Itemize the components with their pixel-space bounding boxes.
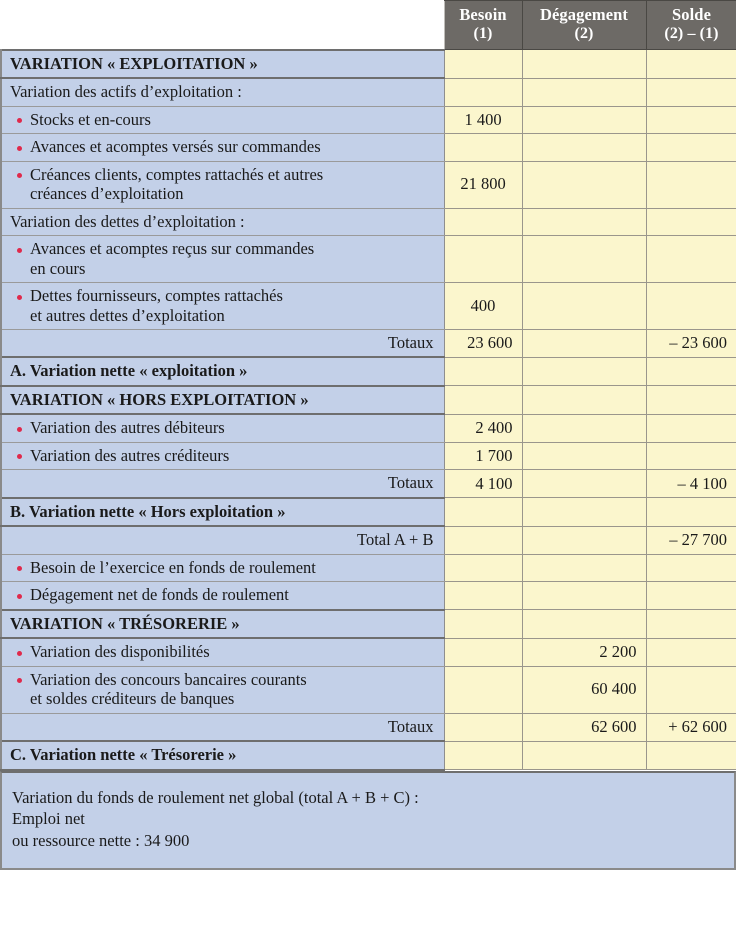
table-header <box>1 1 736 50</box>
bullet-dot-icon <box>17 594 22 599</box>
cell-solde <box>646 414 736 442</box>
row-label-text: Variation des autres créditeurs <box>30 445 230 465</box>
bullet-dot-icon <box>17 651 22 656</box>
cell-degagement <box>522 526 646 554</box>
bullet-dot-icon <box>17 118 22 123</box>
row-label-text: Variation des dettes d’exploitation : <box>10 211 245 231</box>
cell-besoin <box>444 134 522 161</box>
row-label-text: B. Variation nette « Hors exploitation » <box>10 501 286 521</box>
column-header-solde-sub: (2) – (1) <box>664 24 719 42</box>
footer-note <box>0 771 736 870</box>
row-label-text: Variation des concours bancaires courants <box>30 669 307 689</box>
bullet-line <box>10 670 436 689</box>
bullet-line <box>10 286 436 305</box>
table-row <box>1 134 736 161</box>
column-header-solde <box>646 1 736 50</box>
bullet-line <box>10 558 436 577</box>
cell-degagement <box>522 134 646 161</box>
table-row <box>1 741 736 769</box>
cell-solde <box>646 106 736 133</box>
cell-besoin: 21 800 <box>444 161 522 208</box>
row-label-text: Totaux <box>387 473 434 493</box>
row-bullet-label <box>1 666 444 713</box>
cell-besoin <box>444 741 522 769</box>
cell-solde <box>646 498 736 526</box>
bullet-dot-icon <box>17 146 22 151</box>
row-label-text: Variation des disponibilités <box>30 642 210 662</box>
cell-solde: + 62 600 <box>646 713 736 741</box>
column-header-besoin-title: Besoin <box>459 5 507 24</box>
table-row <box>1 78 736 106</box>
bullet-dot-icon <box>17 248 22 253</box>
row-total-label <box>1 713 444 741</box>
cell-besoin <box>444 610 522 638</box>
cell-solde <box>646 386 736 414</box>
cell-degagement <box>522 283 646 330</box>
table-body <box>1 50 736 770</box>
table-row <box>1 236 736 283</box>
cell-degagement <box>522 50 646 78</box>
cell-besoin <box>444 554 522 581</box>
row-bullet-label <box>1 161 444 208</box>
cell-besoin: 1 400 <box>444 106 522 133</box>
row-bullet-label <box>1 106 444 133</box>
table-row <box>1 161 736 208</box>
cell-solde <box>646 638 736 666</box>
row-label-text: Besoin de l’exercice en fonds de roulement <box>30 557 316 577</box>
cell-degagement: 2 200 <box>522 638 646 666</box>
table-row <box>1 666 736 713</box>
table-row <box>1 106 736 133</box>
cell-besoin <box>444 713 522 741</box>
footer-note-line-1: Variation du fonds de roulement net global (total A + B + C) : <box>12 787 419 807</box>
row-label-text: Créances clients, comptes rattachés et autres <box>30 164 324 184</box>
column-header-solde-title: Solde <box>671 5 711 24</box>
cell-solde <box>646 50 736 78</box>
header-row <box>1 1 736 50</box>
cell-degagement <box>522 236 646 283</box>
row-label-continuation: en cours <box>30 258 86 278</box>
bullet-line <box>10 137 436 156</box>
row-section-label <box>1 50 444 78</box>
row-label-text: VARIATION « HORS EXPLOITATION » <box>10 389 309 409</box>
cell-besoin <box>444 582 522 610</box>
cell-degagement <box>522 498 646 526</box>
cell-degagement <box>522 414 646 442</box>
cell-solde <box>646 357 736 385</box>
cell-degagement <box>522 106 646 133</box>
table-row <box>1 470 736 498</box>
table-row <box>1 50 736 78</box>
bullet-dot-icon <box>17 427 22 432</box>
table-row <box>1 638 736 666</box>
header-corner-blank <box>1 1 444 50</box>
cell-degagement <box>522 582 646 610</box>
row-label-text: Variation des autres débiteurs <box>30 418 225 438</box>
column-header-degagement <box>522 1 646 50</box>
row-label-text: Dettes fournisseurs, comptes rattachés <box>30 286 283 306</box>
row-section-label <box>1 386 444 414</box>
table-row <box>1 582 736 610</box>
row-total-label <box>1 330 444 358</box>
cell-solde <box>646 610 736 638</box>
column-header-besoin-sub: (1) <box>473 24 493 42</box>
cell-solde <box>646 134 736 161</box>
row-bullet-label <box>1 236 444 283</box>
bullet-line <box>10 239 436 258</box>
row-label-text: Total A + B <box>357 530 434 550</box>
cell-solde <box>646 666 736 713</box>
table-row <box>1 386 736 414</box>
row-section-label <box>1 741 444 769</box>
table-row <box>1 498 736 526</box>
bullet-line <box>10 165 436 184</box>
cell-solde <box>646 442 736 469</box>
row-bullet-label <box>1 638 444 666</box>
bullet-line <box>10 110 436 129</box>
row-total-label <box>1 526 444 554</box>
cell-degagement <box>522 610 646 638</box>
row-section-label <box>1 357 444 385</box>
table-row <box>1 414 736 442</box>
cell-solde: – 23 600 <box>646 330 736 358</box>
table-row <box>1 713 736 741</box>
cell-besoin <box>444 208 522 235</box>
cell-besoin <box>444 78 522 106</box>
cell-besoin <box>444 50 522 78</box>
row-label-continuation: créances d’exploitation <box>30 184 184 204</box>
cell-besoin: 2 400 <box>444 414 522 442</box>
row-label-text: Totaux <box>387 333 434 353</box>
cell-solde <box>646 78 736 106</box>
row-label-text: C. Variation nette « Trésorerie » <box>10 745 237 765</box>
cell-degagement <box>522 161 646 208</box>
cell-solde: – 27 700 <box>646 526 736 554</box>
cell-besoin: 400 <box>444 283 522 330</box>
row-label-text: Totaux <box>387 716 434 736</box>
table-row <box>1 610 736 638</box>
row-total-label <box>1 470 444 498</box>
table-row <box>1 357 736 385</box>
bullet-line <box>10 642 436 661</box>
bullet-line <box>10 585 436 604</box>
cell-degagement: 60 400 <box>522 666 646 713</box>
cell-degagement <box>522 330 646 358</box>
cell-besoin <box>444 357 522 385</box>
bullet-line <box>10 418 436 437</box>
cell-solde <box>646 208 736 235</box>
cell-degagement: 62 600 <box>522 713 646 741</box>
column-header-besoin <box>444 1 522 50</box>
row-bullet-label <box>1 582 444 610</box>
row-section-label <box>1 610 444 638</box>
table-row <box>1 526 736 554</box>
cell-besoin <box>444 638 522 666</box>
cell-besoin <box>444 236 522 283</box>
row-label-text: Stocks et en-cours <box>30 109 151 129</box>
table-row <box>1 283 736 330</box>
cell-besoin <box>444 666 522 713</box>
row-label-text: A. Variation nette « exploitation » <box>10 361 248 381</box>
cell-degagement <box>522 208 646 235</box>
row-plain-label <box>1 208 444 235</box>
column-header-degagement-title: Dégagement <box>539 5 629 24</box>
row-label-text: Variation des actifs d’exploitation : <box>10 82 242 102</box>
table-row <box>1 330 736 358</box>
column-header-degagement-sub: (2) <box>574 24 594 42</box>
row-bullet-label <box>1 554 444 581</box>
row-bullet-label <box>1 442 444 469</box>
row-label-text: Dégagement net de fonds de roulement <box>30 585 289 605</box>
row-label-text: Avances et acomptes versés sur commandes <box>30 137 321 157</box>
table-row <box>1 442 736 469</box>
cell-besoin: 4 100 <box>444 470 522 498</box>
cell-degagement <box>522 386 646 414</box>
cell-besoin <box>444 526 522 554</box>
cell-solde: – 4 100 <box>646 470 736 498</box>
bullet-line <box>10 446 436 465</box>
cell-degagement <box>522 470 646 498</box>
cell-solde <box>646 582 736 610</box>
cell-solde <box>646 161 736 208</box>
table-row <box>1 208 736 235</box>
cell-degagement <box>522 357 646 385</box>
cell-besoin: 1 700 <box>444 442 522 469</box>
footer-note-line-2: Emploi net <box>12 809 85 829</box>
row-label-continuation: et autres dettes d’exploitation <box>30 305 225 325</box>
bullet-dot-icon <box>17 173 22 178</box>
row-label-text: VARIATION « EXPLOITATION » <box>10 53 258 73</box>
row-label-text: Avances et acomptes reçus sur commandes <box>30 239 315 259</box>
cell-solde <box>646 554 736 581</box>
cell-solde <box>646 236 736 283</box>
cell-degagement <box>522 741 646 769</box>
cell-besoin <box>444 498 522 526</box>
bullet-dot-icon <box>17 566 22 571</box>
footer-note-line-3: ou ressource nette : 34 900 <box>12 831 190 851</box>
bullet-dot-icon <box>17 295 22 300</box>
table-row <box>1 554 736 581</box>
cell-besoin: 23 600 <box>444 330 522 358</box>
row-label-text: VARIATION « TRÉSORERIE » <box>10 613 240 633</box>
row-bullet-label <box>1 414 444 442</box>
bullet-dot-icon <box>17 454 22 459</box>
cell-degagement <box>522 442 646 469</box>
cell-degagement <box>522 78 646 106</box>
cell-degagement <box>522 554 646 581</box>
cell-solde <box>646 741 736 769</box>
cell-solde <box>646 283 736 330</box>
bullet-dot-icon <box>17 678 22 683</box>
row-label-continuation: et soldes créditeurs de banques <box>30 689 235 709</box>
row-section-label <box>1 498 444 526</box>
row-plain-label <box>1 78 444 106</box>
cell-besoin <box>444 386 522 414</box>
row-bullet-label <box>1 134 444 161</box>
row-bullet-label <box>1 283 444 330</box>
